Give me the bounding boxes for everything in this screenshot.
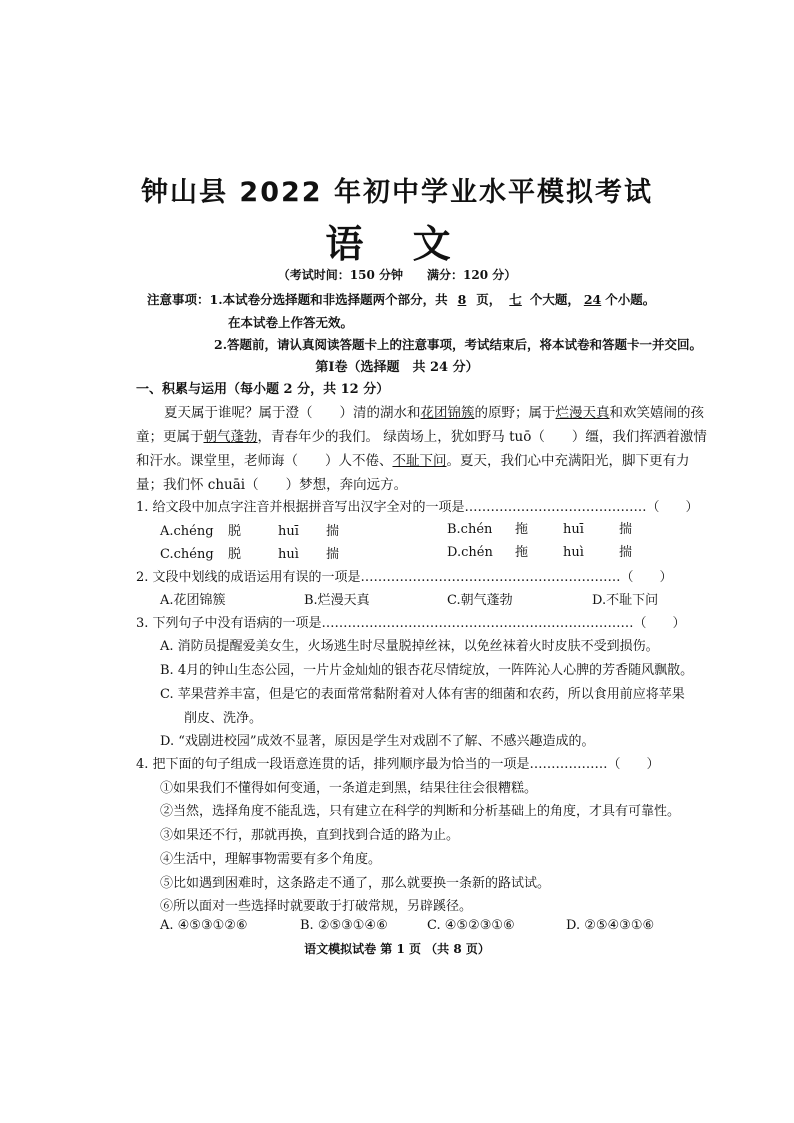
big-question-count: 七 <box>509 292 522 307</box>
q4-sentence-5: ⑤比如遇到困难时，这条路走不通了，那么就要换一条新的路试试。 <box>160 876 551 891</box>
passage-line-1: 夏天属于谁呢？属于澄（ ）清的湖水和花团锦簇的原野；属于烂漫天真和欢笑嬉闹的孩 <box>164 405 704 421</box>
q1-option-d: D.chén 拖 huì 揣 <box>447 545 633 560</box>
q3-option-d: D. “戏剧进校园”成效不显著，原因是学生对戏剧不了解、不感兴趣造成的。 <box>160 734 595 749</box>
subject-title: 语 文 <box>325 221 469 266</box>
q1-option-b: B.chén 拖 huī 揣 <box>447 522 633 537</box>
small-question-count: 24 <box>583 292 602 307</box>
passage-line-4: 量；我们怀 chuāi（ ）梦想，奔向远方。 <box>136 477 408 493</box>
q4-sentence-6: ⑥所以面对一些选择时就要敢于打破常规，另辟蹊径。 <box>160 899 473 914</box>
q4-stem: 4. 把下面的句子组成一段语意连贯的话，排列顺序最为恰当的一项是………………（ ） <box>136 757 660 772</box>
q4-sentence-4: ④生活中，理解事物需要有多个角度。 <box>160 852 382 867</box>
part-one-heading: 一、积累与运用（每小题 2 分，共 12 分） <box>136 382 390 397</box>
q2-option-d: D.不耻下问 <box>592 593 659 608</box>
q2-option-b: B.烂漫天真 <box>304 593 370 608</box>
volume-title: 第Ⅰ卷（选择题 共 24 分） <box>315 360 479 375</box>
passage-line-3: 和汗水。课堂里，老师诲（ ）人不倦、不耻下问。夏天，我们心中充满阳光，脚下更有力 <box>136 453 690 469</box>
q2-stem: 2. 文段中划线的成语运用有误的一项是……………………………………………………（ ） <box>136 570 673 585</box>
q4-option-a: A. ④⑤③①②⑥ <box>160 918 248 933</box>
q4-option-b: B. ②⑤③①④⑥ <box>300 918 388 933</box>
q4-sentence-3: ③如果还不行，那就再换，直到找到合适的路为止。 <box>160 828 460 843</box>
idiom-3: 朝气蓬勃 <box>203 429 258 445</box>
page-footer: 语文模拟试卷 第 1 页 （共 8 页） <box>304 942 490 956</box>
exam-title: 钟山县 2022 年初中学业水平模拟考试 <box>141 177 653 208</box>
idiom-1: 花团锦簇 <box>420 405 475 421</box>
notice-line-1: 注意事项：1.本试卷分选择题和非选择题两个部分，共 8 页， 七 个大题， 24 个小题。 <box>147 292 656 307</box>
passage-line-2: 童；更属于朝气蓬勃，青春年少的我们。 绿茵场上，犹如野马 tuō（ ）缰，我们挥洒着激情 <box>136 429 707 445</box>
exam-info: （考试时间：150 分钟 满分：120 分） <box>277 268 517 282</box>
q4-option-d: D. ②⑤④③①⑥ <box>566 918 655 933</box>
q3-option-c: C. 苹果营养丰富，但是它的表面常常黏附着对人体有害的细菌和农药，所以食用前应将苹果 <box>160 687 685 702</box>
q4-sentence-2: ②当然，选择角度不能乱选，只有建立在科学的判断和分析基础上的角度，才具有可靠性。 <box>160 804 681 819</box>
q3-option-a: A. 消防员提醒爱美女生，火场逃生时尽量脱掉丝袜，以免丝袜着火时皮肤不受到损伤。 <box>160 639 659 654</box>
notice-line-3: 2.答题前，请认真阅读答题卡上的注意事项，考试结束后，将本试卷和答题卡一并交回。 <box>214 337 703 352</box>
notice-line-2: 在本试卷上作答无效。 <box>228 315 354 330</box>
q3-stem: 3. 下列句子中没有语病的一项是………………………………………………………………（ ） <box>136 616 686 631</box>
q2-option-c: C.朝气蓬勃 <box>447 593 513 608</box>
notice-label: 注意事项： <box>147 292 210 307</box>
q1-option-c: C.chéng 脱 huì 揣 <box>160 547 340 562</box>
idiom-4: 不耻下问 <box>392 453 447 469</box>
q4-option-c: C. ④⑤②③①⑥ <box>427 918 515 933</box>
q1-stem: 1. 给文段中加点字注音并根据拼音写出汉字全对的一项是……………………………………（ ） <box>136 500 699 515</box>
idiom-2: 烂漫天真 <box>555 405 610 421</box>
q2-option-a: A.花团锦簇 <box>160 593 226 608</box>
q3-option-b: B. 4月的钟山生态公园，一片片金灿灿的银杏花尽情绽放，一阵阵沁人心脾的芳香随风飘散。 <box>160 663 694 678</box>
q4-sentence-1: ①如果我们不懂得如何变通，一条道走到黑，结果往往会很糟糕。 <box>160 781 538 796</box>
q3-option-c-cont: 削皮、洗净。 <box>184 711 263 726</box>
page-count: 8 <box>457 292 467 307</box>
q1-option-a: A.chéng 脱 huī 揣 <box>160 524 340 539</box>
